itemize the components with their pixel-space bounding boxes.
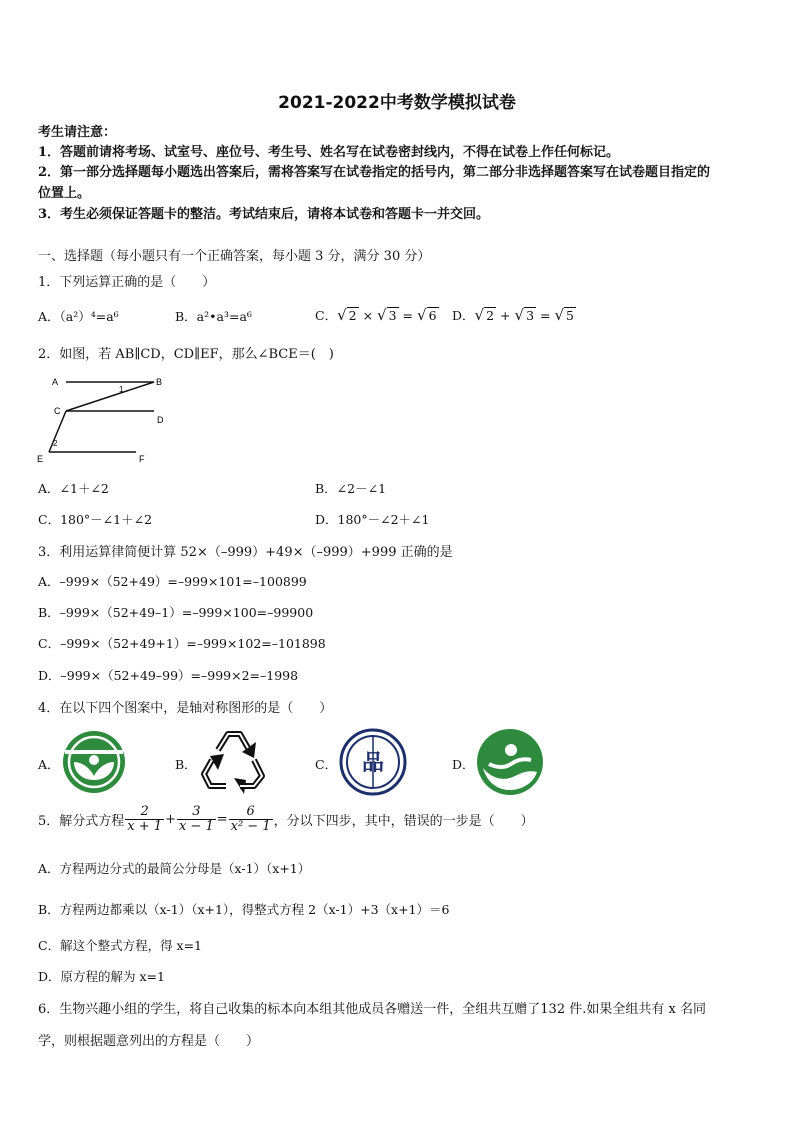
q5-option-b: B．方程两边都乘以（x-1）（x+1），得整式方程 2（x-1）+3（x+1）＝6: [38, 902, 450, 917]
q4-stem: 4．在以下四个图案中，是轴对称图形的是（ ）: [38, 701, 333, 716]
green-food-logo-icon: [60, 730, 128, 794]
recycle-icon: [198, 728, 266, 794]
q5-option-c: C．解这个整式方程，得 x=1: [38, 938, 203, 953]
q5-stem: 5．解分式方程 $\frac{2}{x + 1}$ + $\frac{3}{x - 1}$ = $\frac{6}{\text{x² − 1}}$ ，分以下四步，其中，错误的一步是（ ）: [38, 804, 534, 834]
section-heading: 一、选择题（每小题只有一个正确答案，每小题 3 分，满分 30 分）: [38, 249, 431, 264]
q3-option-c: C．–999×（52+49+1）=–999×102=–101898: [38, 636, 326, 651]
fraction-2: $\frac{3}{x - 1}$: [178, 804, 214, 834]
q4-label-b: B．: [175, 757, 197, 772]
q2-option-b: B．∠2－∠1: [315, 481, 387, 496]
q5-option-d: D．原方程的解为 x=1: [38, 969, 165, 984]
q2-option-c: C．180°－∠1＋∠2: [38, 512, 153, 527]
angle-2-label: 2: [53, 439, 58, 448]
parallel-lines-figure: [36, 372, 176, 468]
green-wave-logo-icon: [475, 728, 545, 796]
q2-option-a: A．∠1＋∠2: [38, 481, 109, 496]
q1-option-c: C．√ 2 × √ 3 = √ 6: [315, 306, 437, 324]
label-f: F: [139, 454, 145, 464]
q4-label-c: C．: [315, 757, 338, 772]
notice-heading: 考生请注意：: [38, 125, 117, 140]
label-b: B: [156, 377, 163, 387]
label-d: D: [157, 415, 164, 425]
q3-option-d: D．–999×（52+49–99）=–999×2=–1998: [38, 668, 299, 683]
q1-stem: 1．下列运算正确的是（ ）: [38, 275, 216, 290]
emblem-glyph: 品: [361, 750, 385, 775]
q6-stem-line1: 6．生物兴趣小组的学生，将自己收集的标本向本组其他成员各赠送一件，全组共互赠了132 件.如果全组共有 x 名同: [38, 1002, 706, 1017]
q5-option-a: A．方程两边分式的最简公分母是（x-1）（x+1）: [38, 861, 311, 876]
q4-label-d: D．: [452, 757, 475, 772]
fraction-3: $\frac{6}{\text{x² − 1}}$: [230, 804, 271, 834]
q3-option-a: A．–999×（52+49）=–999×101=–100899: [38, 574, 307, 589]
q3-stem: 3．利用运算律简便计算 52×（–999）+49×（–999）+999 正确的是: [38, 545, 453, 560]
q4-label-a: A．: [38, 757, 60, 772]
q1-option-a: A．（a²）⁴=a⁶: [38, 309, 119, 324]
label-a: A: [52, 377, 59, 387]
q1-option-d: D．√ 2 + √ 3 = √ 5: [452, 306, 574, 324]
notice-item: 2．第一部分选择题每小题选出答案后，需将答案写在试卷指定的括号内，第二部分非选择题答案写在试卷题目指定的: [38, 165, 711, 180]
circular-emblem-icon: [338, 728, 408, 796]
label-e: E: [37, 454, 44, 464]
q1-option-b: B．a²•a³=a⁶: [175, 309, 252, 324]
fraction-1: $\frac{2}{x + 1}$: [127, 804, 163, 834]
notice-item: 位置上。: [38, 186, 91, 201]
page-title: 2021-2022中考数学模拟试卷: [278, 93, 516, 113]
label-c: C: [54, 406, 61, 416]
q2-stem: 2．如图，若 AB∥CD，CD∥EF，那么∠BCE＝( ): [38, 347, 334, 362]
q2-option-d: D．180°－∠2＋∠1: [315, 512, 430, 527]
q6-stem-line2: 学，则根据题意列出的方程是（ ）: [38, 1034, 260, 1049]
q3-option-b: B．–999×（52+49–1）=–999×100=–99900: [38, 605, 314, 620]
notice-item: 3．考生必须保证答题卡的整洁。考试结束后，请将本试卷和答题卡一并交回。: [38, 207, 490, 222]
notice-item: 1．答题前请将考场、试室号、座位号、考生号、姓名写在试卷密封线内，不得在试卷上作任何标记。: [38, 145, 620, 160]
angle-1-label: 1: [119, 385, 124, 394]
